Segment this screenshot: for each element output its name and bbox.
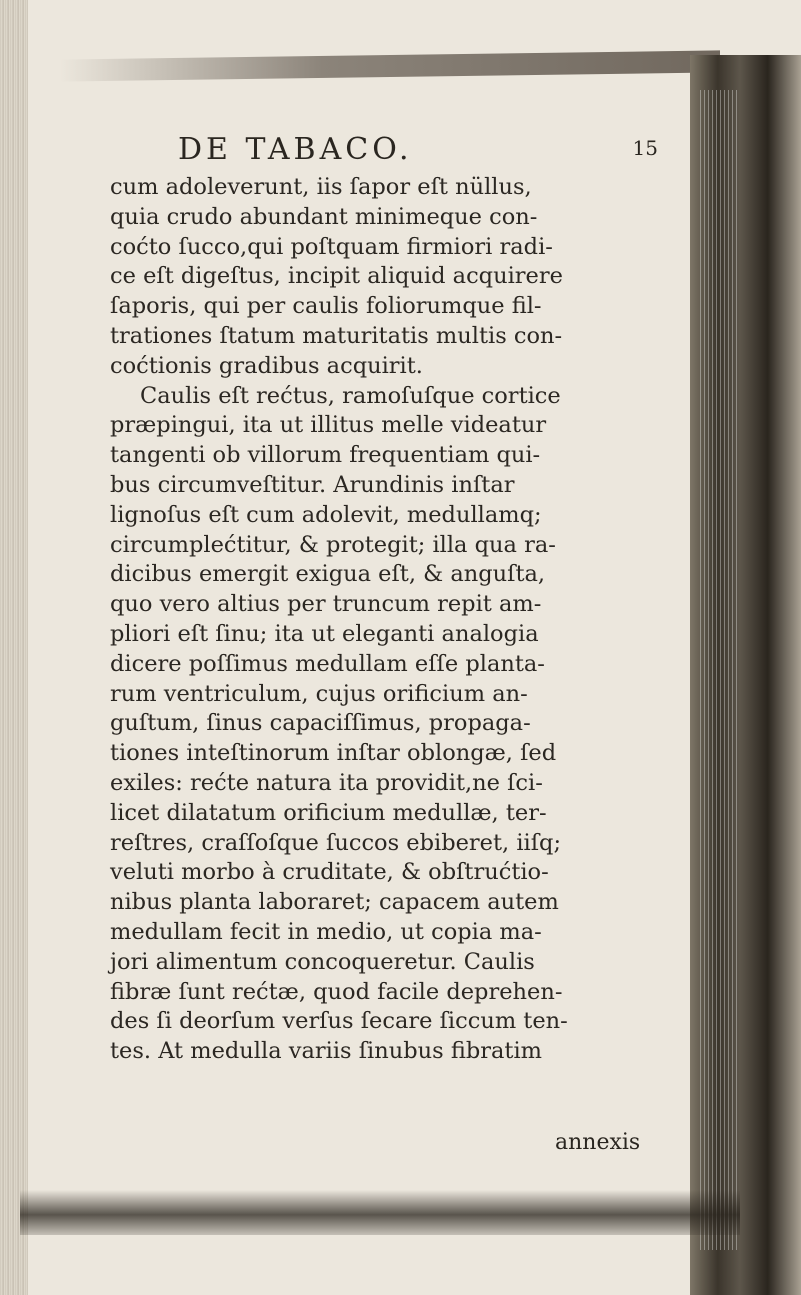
text-line: dicibus emergit exigua eſt, & anguſta, <box>110 561 546 588</box>
text-line: guſtum, ſinus capaciſſimus, propaga- <box>110 710 531 737</box>
body-text <box>110 173 680 1067</box>
text-line: exiles: rećte natura ita providit,ne ſci- <box>110 769 543 796</box>
text-line: Caulis eſt rećtus, ramoſuſque cortice <box>140 382 561 409</box>
text-line: tangenti ob villorum frequentiam qui- <box>110 442 541 469</box>
left-page-edge <box>0 0 28 1295</box>
text-line: rum ventriculum, cujus orificium an- <box>110 680 528 707</box>
page-stack-lines <box>700 90 740 1250</box>
text-line: præpingui, ita ut illitus melle videatur <box>110 412 547 439</box>
text-line: coćto ſucco,qui poſtquam firmiori radi- <box>110 233 553 260</box>
text-line: des ſi deorſum verſus ſecare ſiccum ten- <box>110 1008 568 1035</box>
page-number: 15 <box>632 136 658 160</box>
text-line: bus circumveſtitur. Arundinis inſtar <box>110 471 515 498</box>
text-line: lignoſus eſt cum adolevit, medullamq; <box>110 501 542 528</box>
text-line: ſaporis, qui per caulis foliorumque fil- <box>110 293 542 320</box>
text-line: tes. At medulla variis ſinubus fibratim <box>110 1038 542 1065</box>
text-line: quo vero altius per truncum repit am- <box>110 591 542 618</box>
text-line: veluti morbo à cruditate, & obſtrućtio- <box>110 859 549 886</box>
text-line: licet dilatatum orificium medullæ, ter- <box>110 799 547 826</box>
text-line: ce eſt digeſtus, incipit aliquid acquirere <box>110 263 563 290</box>
text-line: dicere poſſimus medullam eſſe planta- <box>110 650 545 677</box>
text-line: medullam fecit in medio, ut copia ma- <box>110 918 542 945</box>
text-line: coćtionis gradibus acquirit. <box>110 352 423 379</box>
text-line: trationes ſtatum maturitatis multis con- <box>110 322 563 349</box>
text-line: cum adoleverunt, iis ſapor eſt nüllus, <box>110 174 532 200</box>
text-line: circumplećtitur, & protegit; illa qua ra- <box>110 531 556 558</box>
text-line: fibræ ſunt rećtæ, quod facile deprehen- <box>110 978 563 1005</box>
text-line: quia crudo abundant minimeque con- <box>110 203 538 230</box>
text-line: pliori eſt ſinu; ita ut eleganti analogia <box>110 620 539 647</box>
catchword: annexis <box>555 1130 641 1155</box>
text-line: jori alimentum concoqueretur. Caulis <box>110 948 535 975</box>
running-head <box>178 132 658 172</box>
text-line: nibus planta laboraret; capacem autem <box>110 889 559 916</box>
text-line: reſtres, craſſoſque ſuccos ebiberet, iiſq; <box>110 829 562 856</box>
running-head-title: DE TABACO. <box>178 132 413 167</box>
bottom-shadow <box>20 1190 740 1235</box>
text-line: tiones inteſtinorum inſtar oblongæ, ſed <box>110 740 557 767</box>
